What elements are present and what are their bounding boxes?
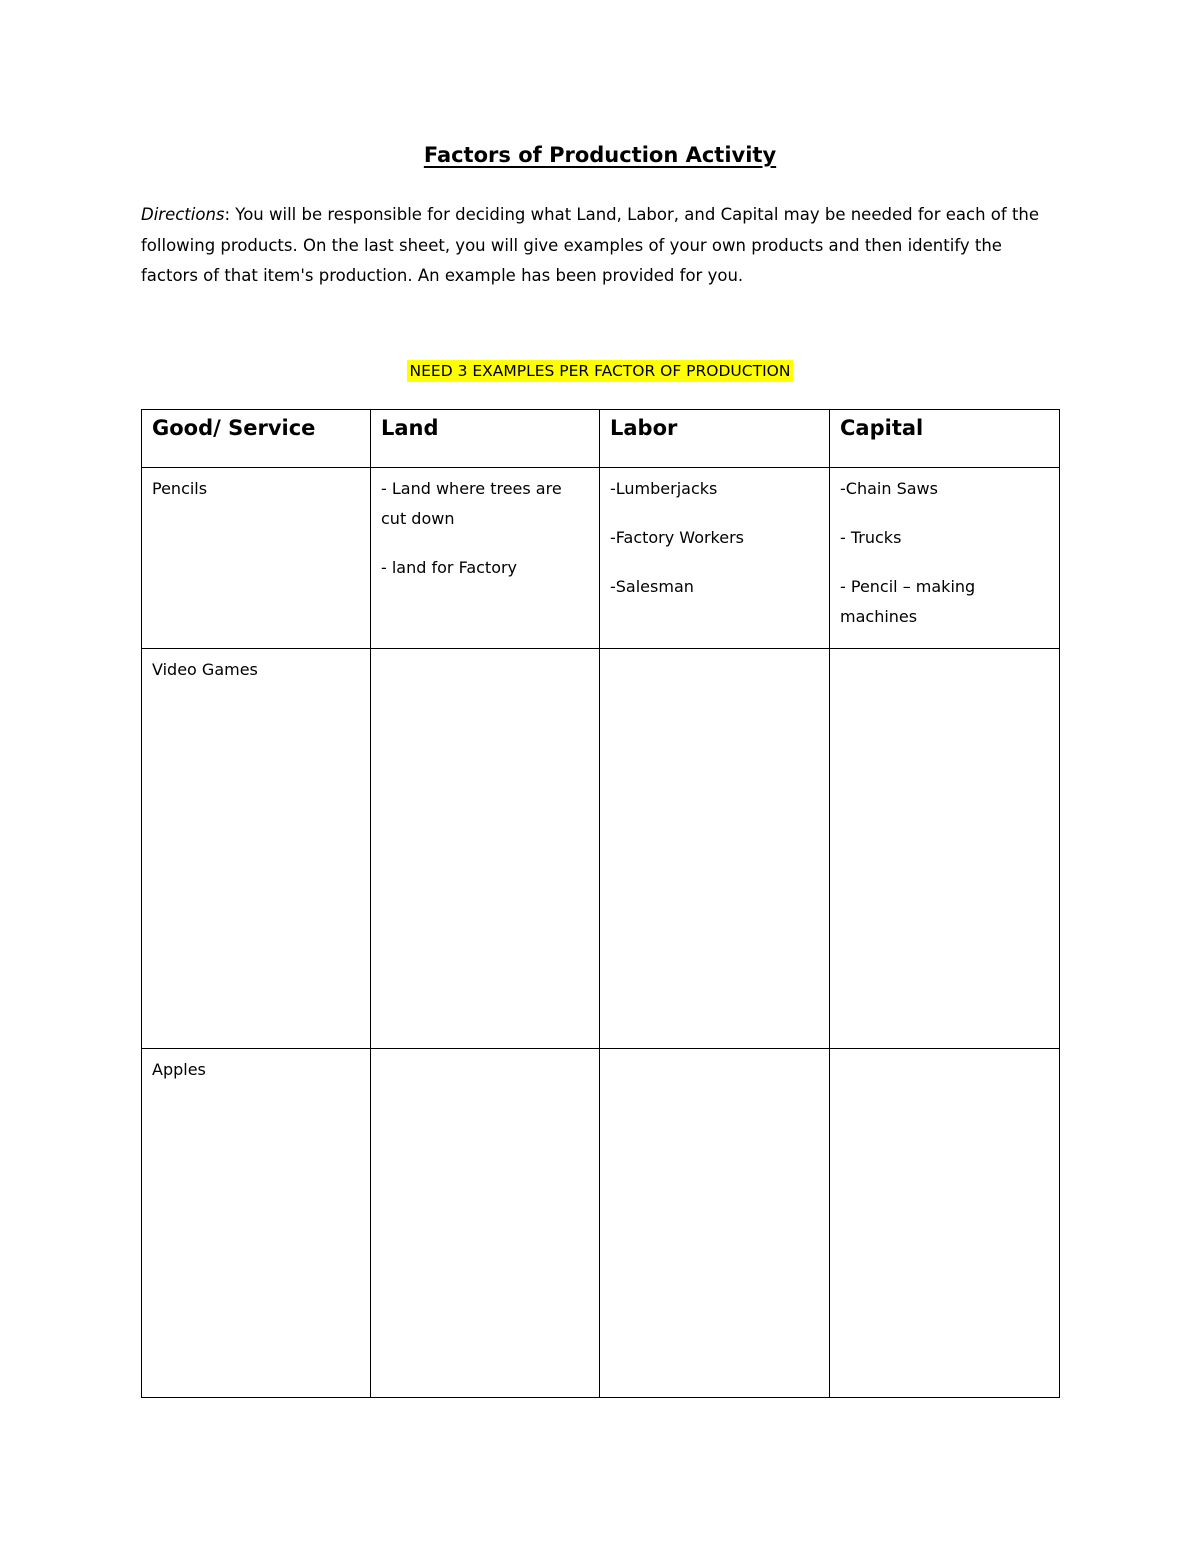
capital-cell[interactable]: [830, 649, 1060, 1049]
good-cell: Apples: [142, 1049, 371, 1398]
capital-item: - Trucks: [840, 528, 902, 547]
header-land: Land: [371, 410, 600, 468]
capital-item: -Chain Saws: [840, 479, 938, 498]
header-capital: Capital: [830, 410, 1060, 468]
land-cell[interactable]: [371, 1049, 600, 1398]
page-title: Factors of Production Activity: [423, 143, 777, 167]
directions-label: Directions: [141, 205, 225, 224]
labor-item: -Salesman: [610, 577, 694, 596]
land-cell[interactable]: [371, 468, 600, 649]
table-row: [142, 649, 1060, 1049]
requirement-note-text: NEED 3 EXAMPLES PER FACTOR OF PRODUCTION: [407, 360, 794, 382]
capital-cell[interactable]: [830, 468, 1060, 649]
good-cell: Pencils: [142, 468, 371, 649]
directions-paragraph: [141, 200, 1061, 292]
good-cell: Video Games: [142, 649, 371, 1049]
requirement-note: [0, 362, 1200, 380]
labor-item: -Factory Workers: [610, 528, 745, 547]
capital-cell[interactable]: [830, 1049, 1060, 1398]
land-item: - Land where trees are cut down: [381, 479, 562, 528]
land-cell[interactable]: [371, 649, 600, 1049]
labor-cell[interactable]: [600, 468, 830, 649]
land-item: - land for Factory: [381, 558, 518, 577]
table-header-row: [142, 410, 1060, 468]
directions-text: : You will be responsible for deciding what Land, Labor, and Capital may be needed for each of the following products. On the last sheet, you will give examples of your own products and then identify the factors of that item's production. An example has been provided for you.: [141, 205, 1040, 285]
capital-item: - Pencil – making machines: [840, 577, 976, 626]
labor-item: -Lumberjacks: [610, 479, 718, 498]
table-row: [142, 468, 1060, 649]
labor-cell[interactable]: [600, 649, 830, 1049]
header-good-service: Good/ Service: [142, 410, 371, 468]
labor-cell[interactable]: [600, 1049, 830, 1398]
header-labor: Labor: [600, 410, 830, 468]
factors-table: [141, 409, 1060, 1398]
table-row: [142, 1049, 1060, 1398]
